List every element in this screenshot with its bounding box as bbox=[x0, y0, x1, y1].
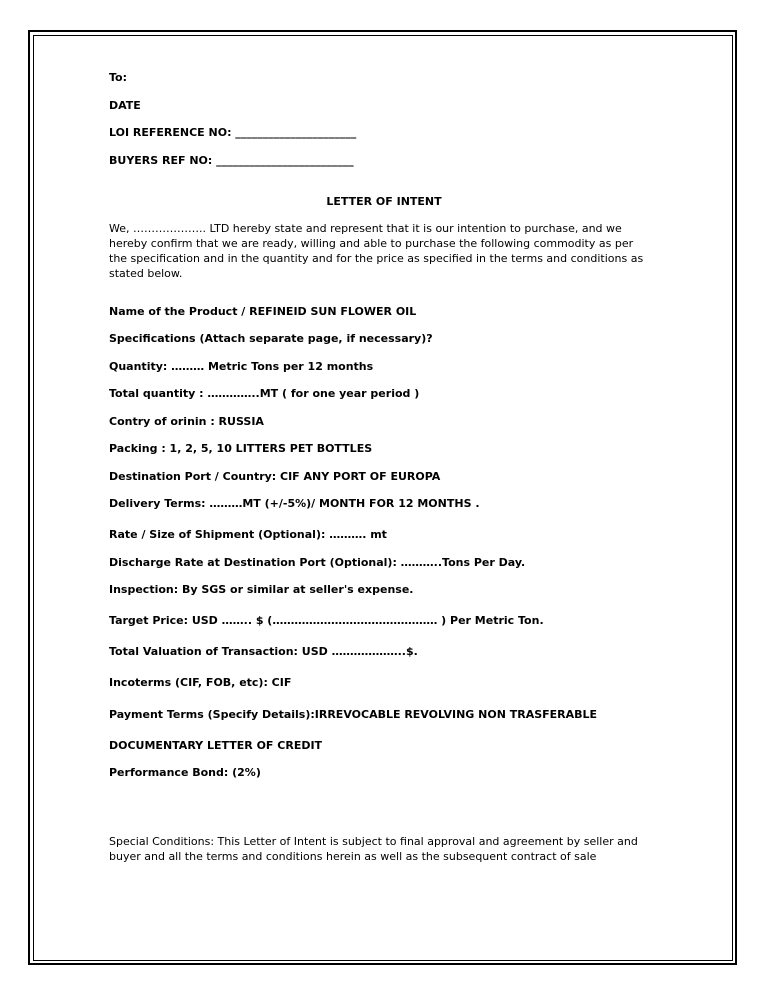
intro-line: stated below. bbox=[109, 267, 183, 280]
field-total-quantity: Total quantity : …………..MT ( for one year period ) bbox=[109, 387, 420, 400]
document-title: LETTER OF INTENT bbox=[326, 195, 442, 208]
special-conditions bbox=[109, 834, 664, 864]
special-line: buyer and all the terms and conditions herein as well as the subsequent contract of sale bbox=[109, 850, 597, 863]
intro-paragraph bbox=[109, 221, 664, 281]
field-target-price: Target Price: USD …….. $ (……………………………………… ) Per Metric Ton. bbox=[109, 614, 544, 627]
to-label: To: bbox=[109, 71, 127, 84]
field-quantity: Quantity: ……… Metric Tons per 12 months bbox=[109, 360, 374, 373]
field-specifications: Specifications (Attach separate page, if necessary)? bbox=[109, 332, 433, 345]
buyers-reference: BUYERS REF NO: _________________________ bbox=[109, 154, 354, 167]
field-discharge-rate: Discharge Rate at Destination Port (Optional): ………..Tons Per Day. bbox=[109, 556, 526, 569]
date-label: DATE bbox=[109, 99, 141, 112]
loi-reference: LOI REFERENCE NO: ______________________ bbox=[109, 126, 357, 139]
intro-line: the specification and in the quantity and for the price as specified in the terms and conditions as bbox=[109, 252, 644, 265]
field-performance-bond: Performance Bond: (2%) bbox=[109, 766, 261, 779]
field-incoterms: Incoterms (CIF, FOB, etc): CIF bbox=[109, 676, 292, 689]
field-packing: Packing : 1, 2, 5, 10 LITTERS PET BOTTLES bbox=[109, 442, 373, 455]
field-product: Name of the Product / REFINEID SUN FLOWER OIL bbox=[109, 305, 417, 318]
field-country-of-origin: Contry of orinin : RUSSIA bbox=[109, 415, 264, 428]
field-delivery-terms: Delivery Terms: ………MT (+/-5%)/ MONTH FOR 12 MONTHS . bbox=[109, 497, 480, 510]
special-line: Special Conditions: This Letter of Intent is subject to final approval and agreement by seller and bbox=[109, 835, 638, 848]
field-rate-size-shipment: Rate / Size of Shipment (Optional): ………. mt bbox=[109, 528, 387, 541]
field-payment-terms: Payment Terms (Specify Details):IRREVOCABLE REVOLVING NON TRASFERABLE bbox=[109, 708, 598, 721]
field-payment-terms-cont: DOCUMENTARY LETTER OF CREDIT bbox=[109, 739, 323, 752]
field-inspection: Inspection: By SGS or similar at seller's expense. bbox=[109, 583, 414, 596]
intro-line: hereby confirm that we are ready, willing and able to purchase the following commodity as per bbox=[109, 237, 634, 250]
intro-line: We, ……………….. LTD hereby state and represent that it is our intention to purchase, and we bbox=[109, 222, 622, 235]
field-destination-port: Destination Port / Country: CIF ANY PORT OF EUROPA bbox=[109, 470, 441, 483]
field-total-valuation: Total Valuation of Transaction: USD ………………..$. bbox=[109, 645, 418, 658]
